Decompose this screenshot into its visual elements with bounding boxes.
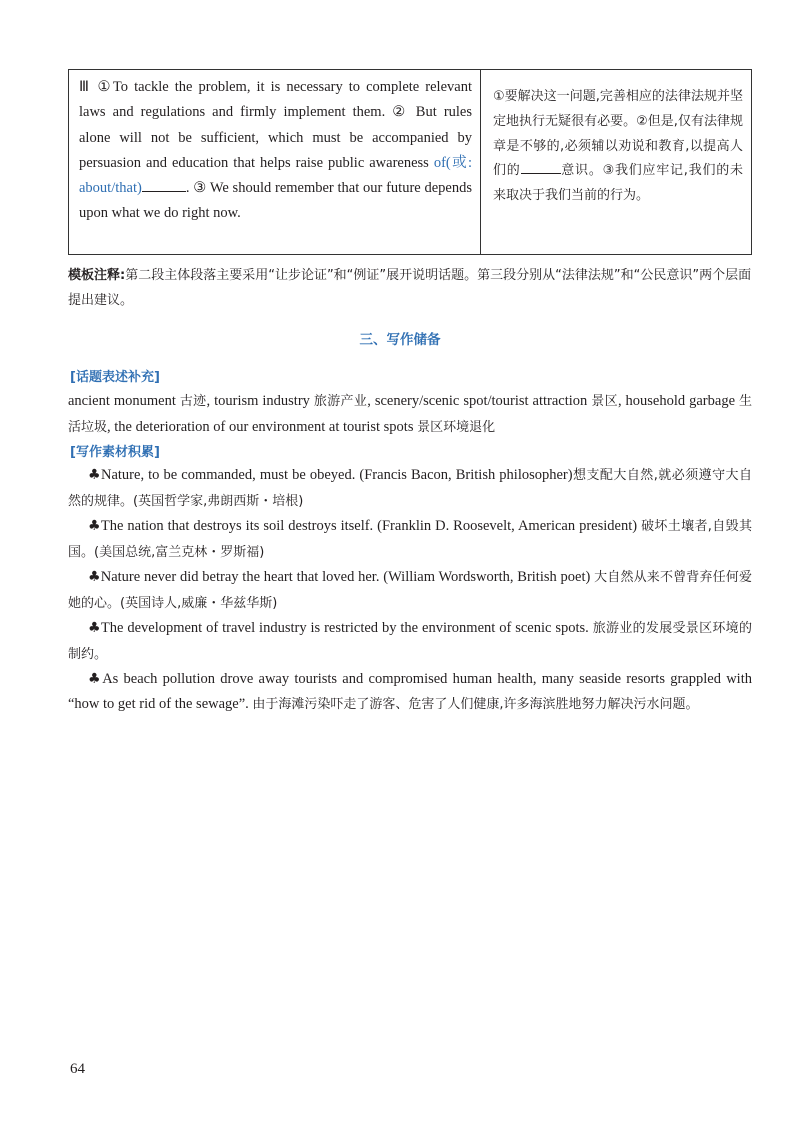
- topic-term-en: , tourism industry: [206, 393, 314, 409]
- answer-alternative: about/that: [79, 180, 137, 197]
- quote-5: [68, 667, 752, 717]
- quote-zh: 由于海滩污染吓走了游客、危害了人们健康,许多海滨胜地努力解决污水问题。: [252, 696, 699, 712]
- section-title: 三、写作储备: [359, 332, 441, 348]
- template-note-label: 模板注释:: [68, 268, 126, 283]
- quote-en: The nation that destroys its soil destroys itself. (Franklin D. Roosevelt, American president): [100, 518, 642, 534]
- topic-term-en: ancient monument: [68, 393, 180, 409]
- chinese-text-part1: ①要解决这一问题,完善相应的法律法规并坚定地执行无疑很有必要。②但是,仅有法律规章是不够的,必须辅以劝说和教育,以提高人们的: [493, 89, 743, 179]
- page-number: 64: [70, 1061, 85, 1077]
- quote-zh: 大自然从来不曾背弃任何爱她的心。(英国诗人,威廉・华兹华斯): [68, 570, 752, 611]
- english-text-part1: Ⅲ ①To tackle the problem, it is necessary to complete relevant laws and regulations and firmly implement them. ② But rules alone will not be sufficient, which must be accompanied by persuasion and education that helps raise public awareness: [79, 79, 472, 171]
- topic-term-en: , scenery/scenic spot/tourist attraction: [367, 393, 592, 409]
- topic-term-zh: 古迹: [179, 394, 207, 409]
- club-icon: ♣: [88, 671, 103, 687]
- chinese-text-part2: 意识。③我们应牢记,我们的未来取决于我们当前的行为。: [493, 163, 743, 204]
- template-note-text: 第二段主体段落主要采用“让步论证”和“例证”展开说明话题。第三段分别从“法律法规”和“公民意识”两个层面提出建议。: [68, 268, 752, 308]
- topic-heading: [话题表述补充]: [70, 370, 160, 385]
- club-icon: ♣: [88, 518, 101, 534]
- topic-term-zh: 旅游产业: [313, 394, 368, 409]
- translation-table: [68, 69, 752, 255]
- club-icon: ♣: [88, 620, 101, 636]
- topic-term-en: , household garbage: [617, 393, 739, 409]
- english-text-part2: . ③ We should remember that our future depends upon what we do right now.: [79, 180, 472, 222]
- quote-en: Nature never did betray the heart that loved her. (William Wordsworth, British poet): [100, 569, 595, 585]
- quote-2: [68, 514, 752, 565]
- quote-1: [68, 463, 752, 514]
- topic-expressions: [68, 389, 752, 440]
- topic-term-zh: 景区: [591, 394, 618, 409]
- topic-term-zh: 景区环境退化: [417, 419, 496, 435]
- topic-term-zh: 生活垃圾: [68, 394, 752, 435]
- fill-blank-zh: [521, 159, 561, 174]
- quote-en: Nature, to be commanded, must be obeyed. (Francis Bacon, British philosopher): [101, 467, 573, 483]
- materials-heading: [写作素材积累]: [70, 445, 160, 460]
- quote-zh: 破坏土壤者,自毁其国。(美国总统,富兰克林・罗斯福): [68, 519, 752, 560]
- answer-open: of(或:: [433, 154, 473, 171]
- quote-3: [68, 565, 752, 616]
- quote-4: [68, 616, 752, 667]
- answer-close: ): [137, 180, 142, 197]
- english-cell: [69, 70, 481, 254]
- topic-term-en: , the deterioration of our environment at tourist spots: [107, 418, 418, 435]
- quote-zh: 想支配大自然,就必须遵守大自然的规律。(英国哲学家,弗朗西斯・培根): [68, 468, 752, 509]
- fill-blank: [142, 177, 186, 192]
- quote-en: The development of travel industry is restricted by the environment of scenic spots.: [100, 620, 593, 636]
- chinese-cell: [481, 70, 751, 254]
- club-icon: ♣: [88, 467, 101, 483]
- quote-zh: 旅游业的发展受景区环境的制约。: [68, 621, 752, 662]
- quote-en: As beach pollution drove away tourists and compromised human health, many seaside resorts grappled with “how to get rid of the sewage”.: [68, 671, 752, 712]
- club-icon: ♣: [88, 569, 101, 585]
- template-note: [68, 263, 752, 313]
